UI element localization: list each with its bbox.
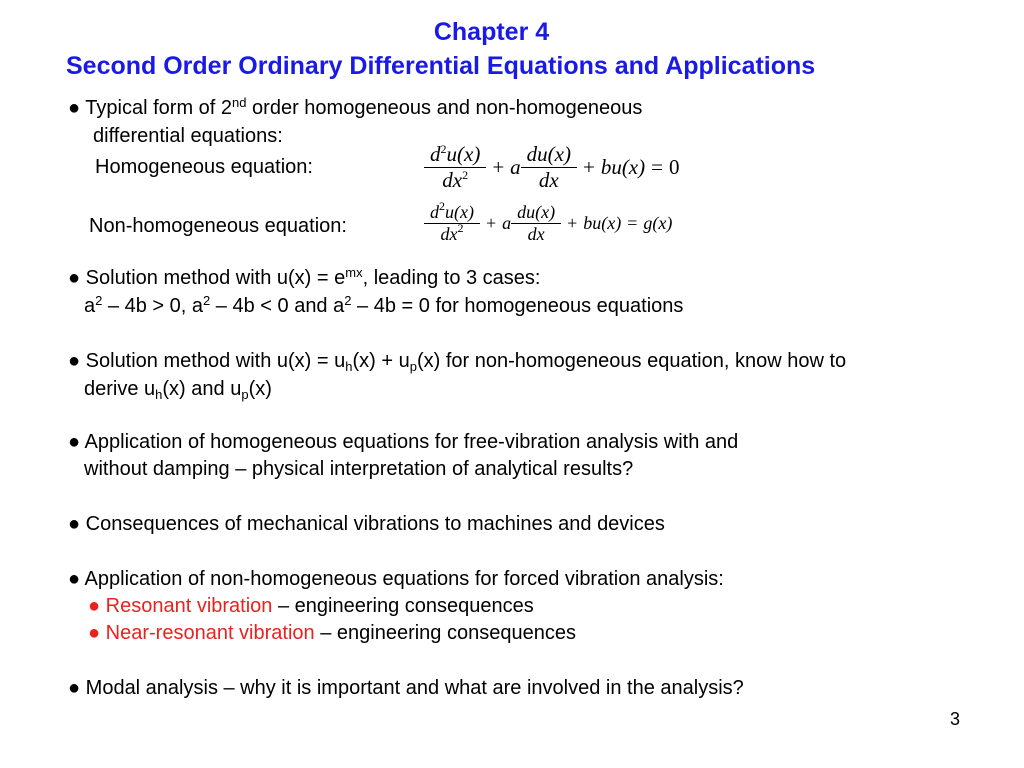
sub-bullet-near-resonant: ● Near-resonant vibration – engineering consequences: [88, 622, 576, 644]
homogeneous-equation: $\frac{d^2u(x)}{dx^2}$ + a $\frac{du(x)}{dx}$ + bu(x) = 0: [424, 142, 679, 193]
bullet-icon: ●: [68, 568, 81, 590]
first-derivative-fraction: $\frac{du(x)}{dx}$: [521, 142, 577, 193]
second-derivative-fraction: $\frac{d^2u(x)}{dx^2}$: [424, 142, 486, 193]
first-derivative-fraction: $\frac{du(x)}{dx}$: [511, 202, 561, 245]
bullet-free-vibration-line2: without damping – physical interpretation of analytical results?: [84, 458, 634, 480]
homogeneous-label: Homogeneous equation:: [95, 156, 313, 178]
bullet-icon: ●: [68, 97, 81, 119]
bullet-icon: ●: [68, 513, 81, 535]
bullet-icon: ●: [88, 622, 101, 644]
bullet-icon: ●: [68, 677, 81, 699]
bullet-consequences: ● Consequences of mechanical vibrations to machines and devices: [68, 513, 665, 535]
nonhomogeneous-label: Non-homogeneous equation:: [89, 215, 347, 237]
bullet-solution-method-nonhom-line2: derive $u_h(x)$ and $u_p(x)$: [84, 378, 272, 402]
bullet-typical-form: ● Typical form of 2nd order homogeneous and non-homogeneous: [68, 95, 643, 119]
slide-title-subject: Second Order Ordinary Differential Equations and Applications: [66, 52, 816, 80]
second-derivative-fraction: $\frac{d^2u(x)}{dx^2}$: [424, 202, 480, 245]
bullet-solution-method-nonhom: ● Solution method with $u(x) = u_h(x) + u_p(x)$ for non-homogeneous equation, know how to: [68, 350, 847, 374]
page-number: 3: [950, 709, 961, 729]
bullet-solution-method-exp: ● Solution method with $u(x) = e^{mx}$, leading to 3 cases:: [68, 265, 541, 289]
bullet-modal-analysis: ● Modal analysis – why it is important and what are involved in the analysis?: [68, 677, 744, 699]
sub-bullet-resonant: ● Resonant vibration – engineering consequences: [88, 595, 534, 617]
bullet-icon: ●: [88, 595, 101, 617]
bullet-icon: ●: [68, 431, 81, 453]
bullet-typical-form-line2: differential equations:: [93, 125, 283, 147]
nonhomogeneous-equation: $\frac{d^2u(x)}{dx^2}$ + a $\frac{du(x)}{dx}$ + bu(x) = g(x): [424, 202, 672, 245]
bullet-forced-vibration: ● Application of non-homogeneous equations for forced vibration analysis:: [68, 568, 724, 590]
bullet-free-vibration: ● Application of homogeneous equations for free-vibration analysis with and: [68, 431, 739, 453]
bullet-icon: ●: [68, 267, 81, 289]
bullet-solution-cases: $a^2 - 4b > 0$, $a^2 - 4b < 0$ and $a^2 - 4b = 0$ for homogeneous equations: [84, 293, 684, 317]
slide-title-chapter: Chapter 4: [433, 18, 550, 46]
bullet-icon: ●: [68, 350, 81, 372]
